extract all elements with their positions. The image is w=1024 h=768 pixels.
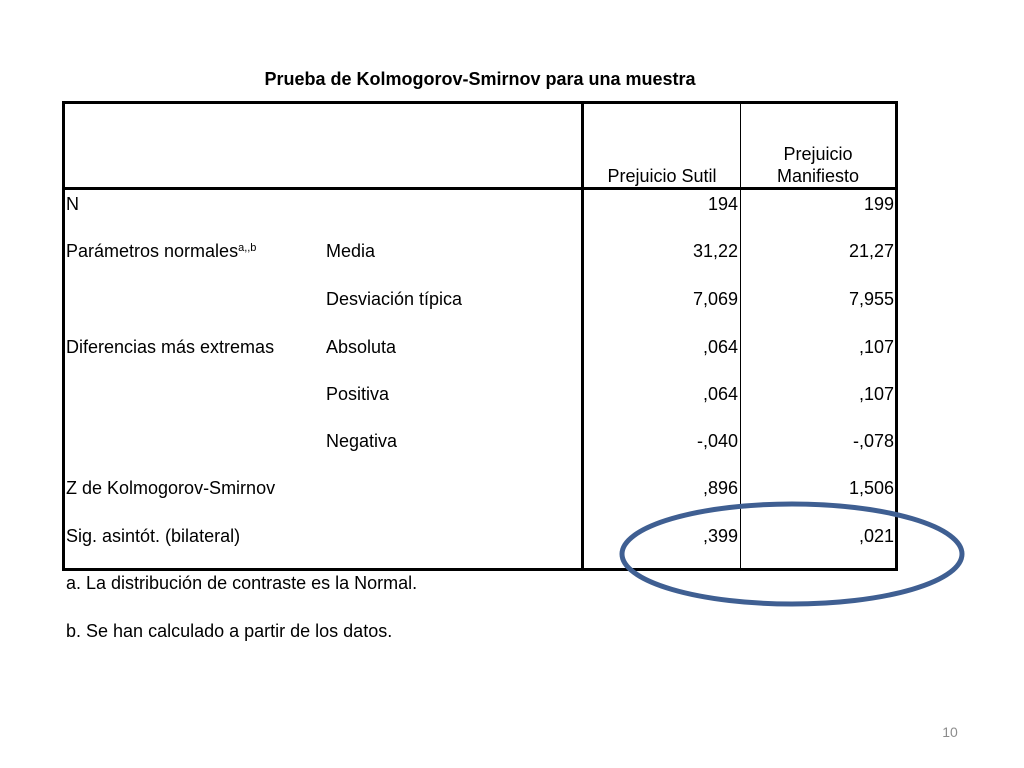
page-number: 10 bbox=[942, 724, 958, 740]
value-prejuicio-sutil: -,040 bbox=[696, 431, 738, 451]
table-title: Prueba de Kolmogorov-Smirnov para una muestra bbox=[264, 69, 696, 89]
row-sublabel: Desviación típica bbox=[326, 289, 463, 309]
value-prejuicio-manifiesto: ,107 bbox=[858, 337, 894, 357]
header-rule bbox=[62, 187, 898, 190]
row-sublabel: Absoluta bbox=[326, 337, 397, 357]
column-header-prejuicio-sutil: Prejuicio Sutil bbox=[607, 166, 717, 186]
column-header-line: Prejuicio bbox=[783, 144, 853, 164]
row-sublabel: Negativa bbox=[326, 431, 398, 451]
value-prejuicio-manifiesto: 199 bbox=[863, 194, 894, 214]
value-prejuicio-manifiesto: 21,27 bbox=[848, 241, 894, 261]
row-label: Diferencias más extremas bbox=[66, 337, 275, 357]
value-prejuicio-manifiesto: ,107 bbox=[858, 384, 894, 404]
column-header-line: Manifiesto bbox=[776, 166, 860, 186]
value-prejuicio-sutil: ,064 bbox=[702, 337, 738, 357]
value-prejuicio-manifiesto: 1,506 bbox=[848, 478, 894, 498]
footnote-a: a. La distribución de contraste es la Normal. bbox=[66, 573, 418, 593]
row-label: Parámetros normales$^{a,,b}$ bbox=[66, 241, 257, 261]
value-prejuicio-sutil: ,399 bbox=[702, 526, 738, 546]
row-label: Sig. asintót. (bilateral) bbox=[66, 526, 241, 546]
highlight-ellipse-shape bbox=[622, 504, 962, 604]
row-label: N bbox=[66, 194, 79, 214]
value-prejuicio-manifiesto: ,021 bbox=[858, 526, 894, 546]
footnote-marker: a,,b bbox=[238, 242, 257, 254]
highlight-ellipse bbox=[618, 500, 966, 608]
value-prejuicio-sutil: 31,22 bbox=[692, 241, 738, 261]
row-sublabel: Positiva bbox=[326, 384, 390, 404]
value-prejuicio-sutil: ,896 bbox=[702, 478, 738, 498]
row-sublabel: Media bbox=[326, 241, 376, 261]
value-prejuicio-sutil: 7,069 bbox=[692, 289, 738, 309]
value-prejuicio-sutil: 194 bbox=[707, 194, 738, 214]
value-prejuicio-manifiesto: -,078 bbox=[852, 431, 894, 451]
row-label: Z de Kolmogorov-Smirnov bbox=[66, 478, 276, 498]
footnote-b: b. Se han calculado a partir de los datos. bbox=[66, 621, 393, 641]
column-header-prejuicio-manifiesto bbox=[741, 143, 895, 187]
value-prejuicio-manifiesto: 7,955 bbox=[848, 289, 894, 309]
value-prejuicio-sutil: ,064 bbox=[702, 384, 738, 404]
